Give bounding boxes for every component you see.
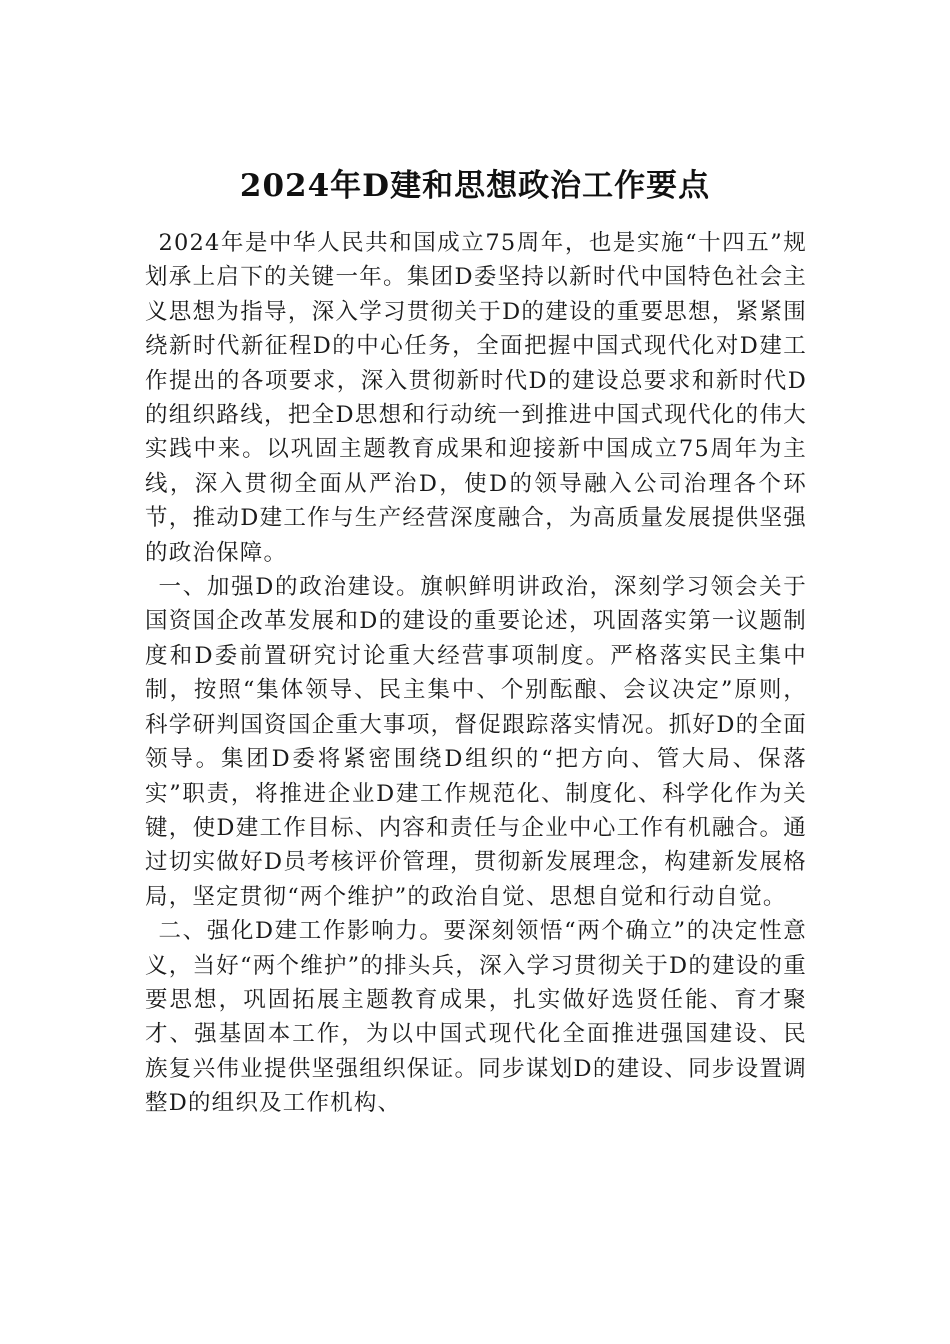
paragraph-section-1: 一、加强D的政治建设。旗帜鲜明讲政治，深刻学习领会关于国资国企改革发展和D的建设的重要论述，巩固落实第一议题制度和D委前置研究讨论重大经营事项制度。严格落实民主集中制，按照“集体领导、民主集中、个别酝酿、会议决定”原则，科学研判国资国企重大事项，督促跟踪落实情况。抓好D的全面领导。集团D委将紧密围绕D组织的“把方向、管大局、保落实”职责，将推进企业D建工作规范化、制度化、科学化作为关键，使D建工作目标、内容和责任与企业中心工作有机融合。通过切实做好D员考核评价管理，贯彻新发展理念，构建新发展格局，坚定贯彻“两个维护”的政治自觉、思想自觉和行动自觉。 [145,574,807,910]
paragraph-section-2: 二、强化D建工作影响力。要深刻领悟“两个确立”的决定性意义，当好“两个维护”的排头兵，深入学习贯彻关于D的建设的重要思想，巩固拓展主题教育成果，扎实做好选贤任能、育才聚才、强基固本工作，为以中国式现代化全面推进强国建设、民族复兴伟业提供坚强组织保证。同步谋划D的建设、同步设置调整D的组织及工作机构、 [145,918,807,1117]
document-title: 2024年D建和思想政治工作要点 [239,168,711,204]
paragraph-intro: 2024年是中华人民共和国成立75周年，也是实施“十四五”规划承上启下的关键一年。集团D委坚持以新时代中国特色社会主义思想为指导，深入学习贯彻关于D的建设的重要思想，紧紧围绕新时代新征程D的中心任务，全面把握中国式现代化对D建工作提出的各项要求，深入贯彻新时代D的建设总要求和新时代D的组织路线，把全D思想和行动统一到推进中国式现代化的伟大实践中来。以巩固主题教育成果和迎接新中国成立75周年为主线，深入贯彻全面从严治D，使D的领导融入公司治理各个环节，推动D建工作与生产经营深度融合，为高质量发展提供坚强的政治保障。 [145,230,807,566]
document-body [145,226,807,1121]
